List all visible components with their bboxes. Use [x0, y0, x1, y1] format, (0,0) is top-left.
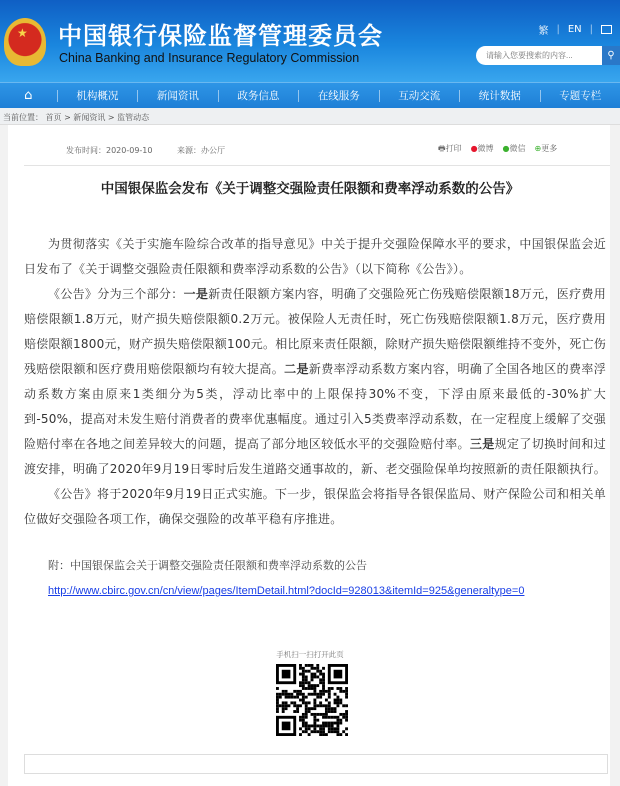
search-icon[interactable]: ⚲ — [602, 46, 620, 65]
weibo-icon: ● — [470, 144, 478, 153]
print-label: 打印 — [445, 144, 462, 153]
lang-traditional-link[interactable]: 繁 — [538, 26, 549, 37]
article-source: 来源：办公厅 — [177, 146, 226, 155]
language-switch: 繁 | EN | — [538, 22, 612, 37]
share-bar — [438, 143, 557, 157]
publish-date: 发布时间：2020-09-10 — [66, 146, 153, 155]
divider — [24, 165, 610, 166]
text-segment: 《公告》分为三个部分： — [48, 287, 184, 301]
wechat-label: 微信 — [509, 144, 526, 153]
weibo-label: 微博 — [477, 144, 494, 153]
nav-item[interactable]: 统计数据 — [459, 90, 539, 102]
article-card — [8, 125, 610, 786]
search-input[interactable] — [476, 46, 602, 65]
main-nav — [0, 82, 620, 108]
paragraph — [24, 282, 606, 482]
printer-icon: 🖶 — [438, 144, 446, 153]
wechat-button[interactable] — [503, 143, 526, 157]
nav-item[interactable]: 新闻资讯 — [137, 90, 217, 102]
article-meta — [66, 145, 247, 156]
nav-item[interactable]: 机构概况 — [57, 90, 137, 102]
national-emblem-logo: ★ — [4, 18, 46, 66]
paragraph: 《公告》将于2020年9月19日正式实施。下一步，银保监会将指导各银保监局、财产保险公司和相关单位做好交强险各项工作，确保交强险的改革平稳有序推进。 — [24, 487, 606, 526]
breadcrumb-path[interactable]: 首页 > 新闻资讯 > 监管动态 — [45, 113, 150, 122]
breadcrumb-label: 当前位置： — [3, 113, 43, 122]
attachment-label: 附：中国银保监会关于调整交强险责任限额和费率浮动系数的公告 — [48, 559, 367, 572]
nav-item[interactable]: 互动交流 — [379, 90, 459, 102]
footer-box — [24, 754, 608, 774]
wechat-icon: ● — [502, 144, 510, 153]
nav-item[interactable]: 在线服务 — [298, 90, 378, 102]
paragraph: 为贯彻落实《关于实施车险综合改革的指导意见》中关于提升交强险保障水平的要求，中国银保监会近日发布了《关于调整交强险责任限额和费率浮动系数的公告》（以下简称《公告》）。 — [24, 237, 606, 276]
text-segment: 规定了切换时间和过渡安排，明确了2020年9月19日零时后发生道路交通事故的，新、老交强险保单均按照新的责任限额执行。 — [24, 437, 606, 476]
nav-item[interactable]: 专题专栏 — [540, 90, 620, 102]
plus-icon: ⊕ — [534, 144, 542, 153]
site-title-en: China Banking and Insurance Regulatory Commission — [59, 51, 360, 65]
text-segment: 新责任限额方案内容，明确了交强险死亡伤残赔偿限额18万元，医疗费用赔偿限额1.8万元，财产损失赔偿限额0.2万元。被保险人无责任时，死亡伤残赔偿限额1.8万元，医疗费用赔偿限额1800元，财产损失赔偿限额100元。相比原来责任限额，除财产损失赔偿限额维持不变外，死亡伤残赔偿限额和医疗费用赔偿限额均有较大提高。 — [24, 287, 606, 376]
article-body — [24, 232, 606, 532]
breadcrumb — [0, 108, 620, 125]
text-segment: 新费率浮动系数方案内容，明确了全国各地区的费率浮动系数方案由原来1类细分为5类，浮动比率中的上限保持30%不变，下浮由原来最低的-30%扩大到-50%，提高对未发生赔付消费者的费率优惠幅度。通过引入5类费率浮动系数，在一定程度上缓解了交强险赔付率在各地之间差异较大的问题，提高了部分地区较低水平的交强险赔付率。 — [24, 362, 606, 451]
qr-caption: 手机扫一扫打开此页 — [276, 650, 344, 659]
qr-code — [276, 664, 348, 736]
site-title-cn: 中国银行保险监督管理委员会 — [58, 22, 383, 50]
print-button[interactable] — [438, 143, 462, 157]
text-segment: 一是 — [183, 287, 209, 301]
text-segment: 三是 — [469, 437, 495, 451]
more-button[interactable] — [535, 143, 558, 157]
text-segment: 二是 — [284, 362, 309, 376]
nav-item[interactable]: 政务信息 — [218, 90, 298, 102]
more-label: 更多 — [541, 144, 558, 153]
home-icon[interactable]: ⌂ — [24, 88, 33, 103]
weibo-button[interactable] — [471, 143, 494, 157]
site-header — [0, 0, 620, 82]
lang-en-link[interactable]: EN — [567, 24, 582, 35]
article-topbar — [8, 125, 610, 165]
mail-icon[interactable] — [601, 25, 612, 34]
attachment-link[interactable]: http://www.cbirc.gov.cn/cn/view/pages/ItemDetail.html?docId=928013&itemId=925&generaltype=0 — [48, 585, 525, 597]
article-title: 中国银保监会发布《关于调整交强险责任限额和费率浮动系数的公告》 — [100, 181, 520, 197]
